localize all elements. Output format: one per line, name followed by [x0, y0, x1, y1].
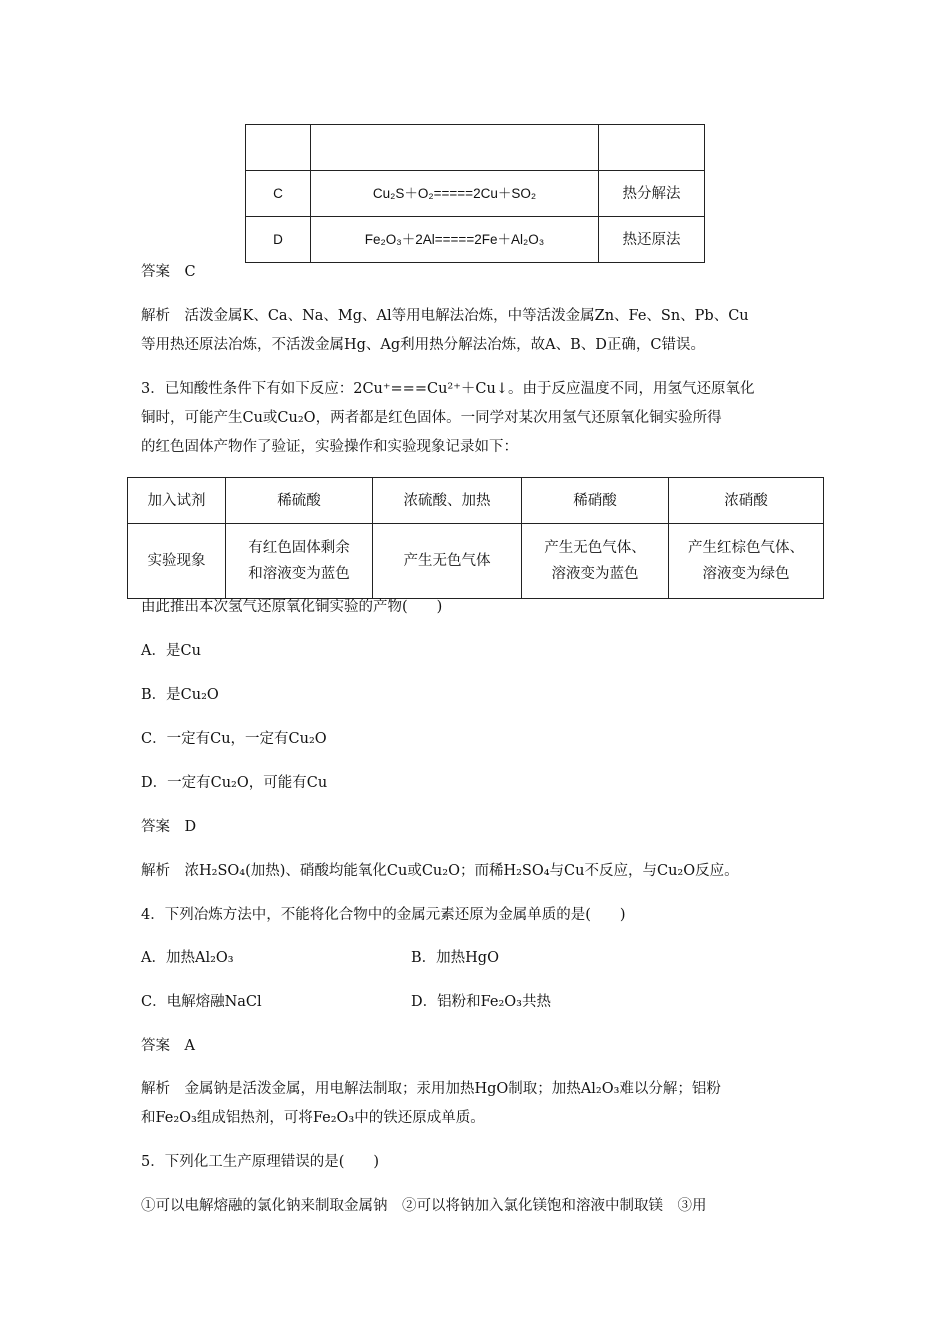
table-header: 稀硫酸	[226, 478, 373, 524]
q5-statement-line: ①可以电解熔融的氯化钠来制取金属钠 ②可以将钠加入氯化镁饱和溶液中制取镁 ③用	[141, 1198, 707, 1214]
table-cell	[599, 125, 705, 171]
table-cell: 产生无色气体、 溶液变为蓝色	[522, 524, 669, 599]
q4-option-c: C．电解熔融NaCl	[141, 994, 262, 1010]
table-row-label: D	[246, 217, 311, 263]
q3-stem-line1: 3．已知酸性条件下有如下反应：2Cu⁺===Cu²⁺＋Cu↓。由于反应温度不同，用氢气还原氧化	[141, 381, 755, 397]
q4-option-a: A．加热Al₂O₃	[141, 950, 234, 966]
analysis-q4-line1: 解析 金属钠是活泼金属，用电解法制取；汞用加热HgO制取；加热Al₂O₃难以分解；铝粉	[141, 1081, 721, 1097]
table-cell: 产生红棕色气体、 溶液变为绿色	[669, 524, 824, 599]
analysis-q2-line2: 等用热还原法冶炼，不活泼金属Hg、Ag利用热分解法冶炼，故A、B、D正确，C错误。	[141, 337, 706, 353]
q3-option-d: D．一定有Cu₂O，可能有Cu	[141, 775, 328, 791]
q3-stem-line3: 的红色固体产物作了验证，实验操作和实验现象记录如下：	[141, 439, 518, 455]
table-header: 浓硫酸、加热	[373, 478, 522, 524]
q4-stem: 4．下列冶炼方法中，不能将化合物中的金属元素还原为金属单质的是( )	[141, 907, 626, 923]
answer-q3: 答案 D	[141, 819, 197, 835]
table-header: 稀硝酸	[522, 478, 669, 524]
answer-q2: 答案 C	[141, 264, 196, 280]
table-cell	[311, 125, 599, 171]
analysis-q3: 解析 浓H₂SO₄(加热)、硝酸均能氧化Cu或Cu₂O；而稀H₂SO₄与Cu不反应，与Cu₂O反应。	[141, 863, 739, 879]
q5-stem: 5．下列化工生产原理错误的是( )	[141, 1154, 380, 1170]
reaction-equation: Cu₂S＋O₂=====2Cu＋SO₂	[311, 171, 599, 217]
table-header: 加入试剂	[128, 478, 226, 524]
q3-question: 由此推出本次氢气还原氧化铜实验的产物( )	[141, 599, 443, 615]
analysis-q4-line2: 和Fe₂O₃组成铝热剂，可将Fe₂O₃中的铁还原成单质。	[141, 1110, 485, 1126]
reaction-equation: Fe₂O₃＋2Al=====2Fe＋Al₂O₃	[311, 217, 599, 263]
q3-option-b: B．是Cu₂O	[141, 687, 219, 703]
table-header: 浓硝酸	[669, 478, 824, 524]
q4-option-d: D．铝粉和Fe₂O₃共热	[411, 994, 551, 1010]
q3-option-a: A．是Cu	[141, 643, 201, 659]
method-cell: 热还原法	[599, 217, 705, 263]
table-cell	[246, 125, 311, 171]
reaction-table	[245, 124, 705, 263]
answer-q4: 答案 A	[141, 1038, 195, 1054]
analysis-q2-line1: 解析 活泼金属K、Ca、Na、Mg、Al等用电解法冶炼，中等活泼金属Zn、Fe、Sn、Pb、Cu	[141, 308, 749, 324]
table-row-label: C	[246, 171, 311, 217]
q3-option-c: C．一定有Cu，一定有Cu₂O	[141, 731, 327, 747]
table-cell: 有红色固体剩余 和溶液变为蓝色	[226, 524, 373, 599]
table-cell: 产生无色气体	[373, 524, 522, 599]
experiment-table	[127, 477, 824, 599]
table-row-label: 实验现象	[128, 524, 226, 599]
q3-stem-line2: 铜时，可能产生Cu或Cu₂O，两者都是红色固体。一同学对某次用氢气还原氧化铜实验所得	[141, 410, 722, 426]
method-cell: 热分解法	[599, 171, 705, 217]
q4-option-b: B．加热HgO	[411, 950, 499, 966]
